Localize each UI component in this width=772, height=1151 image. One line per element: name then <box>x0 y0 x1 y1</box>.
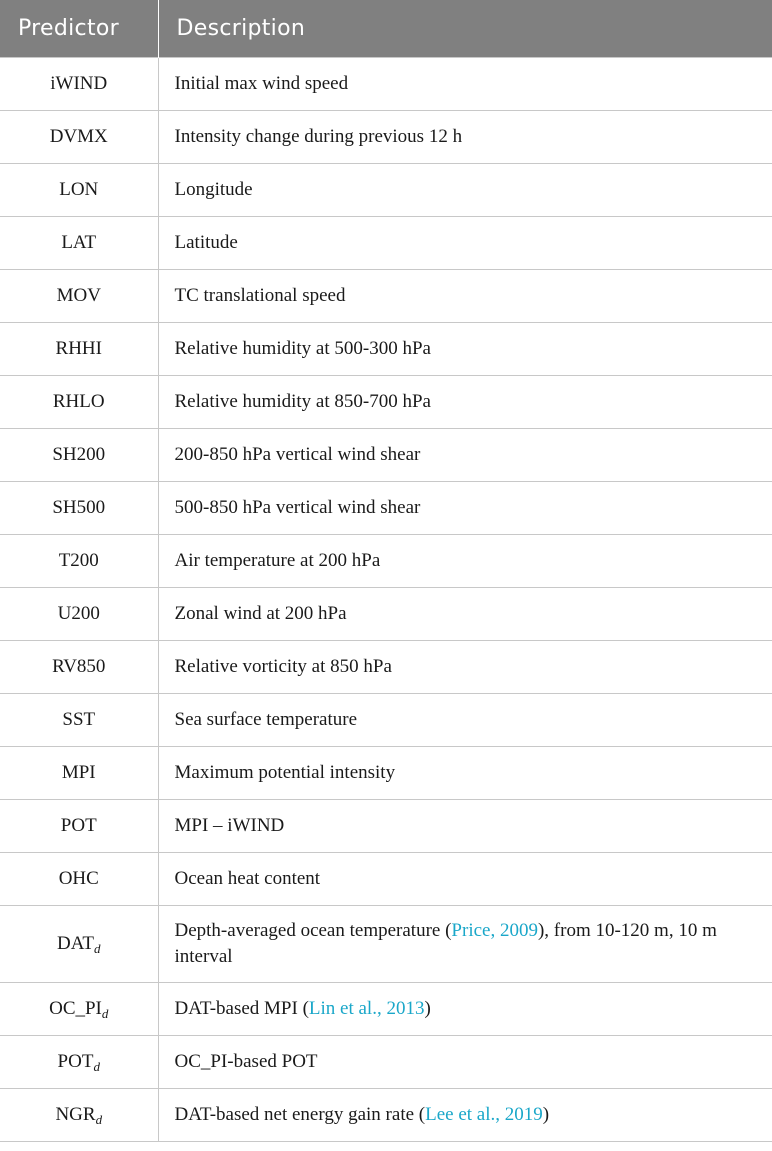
table-row <box>0 641 772 694</box>
table-row <box>0 164 772 217</box>
predictor-subscript: d <box>95 1112 103 1127</box>
description-text: Depth-averaged ocean temperature ( <box>174 920 452 941</box>
table-row <box>0 588 772 641</box>
predictor-cell: RHLO <box>0 376 158 429</box>
description-cell: Sea surface temperature <box>158 694 772 747</box>
description-text: ) <box>424 998 431 1019</box>
description-cell: Latitude <box>158 217 772 270</box>
table-row <box>0 217 772 270</box>
predictor-cell <box>0 983 158 1036</box>
table-row <box>0 747 772 800</box>
description-cell: TC translational speed <box>158 270 772 323</box>
table-row <box>0 1089 772 1142</box>
predictor-name: NGR <box>55 1104 96 1125</box>
predictor-cell: U200 <box>0 588 158 641</box>
table-row <box>0 694 772 747</box>
table-row <box>0 853 772 906</box>
column-header-predictor: Predictor <box>0 0 158 58</box>
description-cell: Zonal wind at 200 hPa <box>158 588 772 641</box>
description-cell: Relative humidity at 500-300 hPa <box>158 323 772 376</box>
table-row <box>0 429 772 482</box>
predictor-cell: RV850 <box>0 641 158 694</box>
predictor-cell: MPI <box>0 747 158 800</box>
predictor-name: OC_PI <box>49 998 102 1019</box>
predictor-cell: OHC <box>0 853 158 906</box>
description-cell <box>158 983 772 1036</box>
description-cell: Air temperature at 200 hPa <box>158 535 772 588</box>
predictor-cell <box>0 1036 158 1089</box>
table-header-row <box>0 0 772 58</box>
predictor-cell: SST <box>0 694 158 747</box>
description-cell: Ocean heat content <box>158 853 772 906</box>
description-cell: MPI – iWIND <box>158 800 772 853</box>
table-row <box>0 1036 772 1089</box>
description-text: DAT-based net energy gain rate ( <box>174 1104 426 1125</box>
description-text: ), from 10-120 m, 10 m interval <box>174 920 717 967</box>
predictor-cell: T200 <box>0 535 158 588</box>
column-header-description: Description <box>158 0 772 58</box>
table-row <box>0 323 772 376</box>
description-cell: 200-850 hPa vertical wind shear <box>158 429 772 482</box>
predictor-name: DAT <box>57 933 94 954</box>
description-cell <box>158 1089 772 1142</box>
predictor-cell: POT <box>0 800 158 853</box>
description-cell: Initial max wind speed <box>158 58 772 111</box>
table-row <box>0 270 772 323</box>
description-cell: Relative vorticity at 850 hPa <box>158 641 772 694</box>
description-cell: Intensity change during previous 12 h <box>158 111 772 164</box>
predictor-subscript: d <box>93 941 101 956</box>
description-cell: Relative humidity at 850-700 hPa <box>158 376 772 429</box>
table-row <box>0 482 772 535</box>
description-cell <box>158 906 772 983</box>
description-cell: Longitude <box>158 164 772 217</box>
predictor-cell <box>0 1089 158 1142</box>
predictor-cell <box>0 906 158 983</box>
predictor-cell: LON <box>0 164 158 217</box>
description-cell: 500-850 hPa vertical wind shear <box>158 482 772 535</box>
predictor-cell: MOV <box>0 270 158 323</box>
table-row <box>0 376 772 429</box>
description-cell: Maximum potential intensity <box>158 747 772 800</box>
table-row <box>0 800 772 853</box>
description-text: ) <box>542 1104 550 1125</box>
table-row <box>0 58 772 111</box>
predictor-subscript: d <box>101 1006 109 1021</box>
citation-link[interactable]: Price, 2009 <box>451 920 538 941</box>
predictor-cell: SH500 <box>0 482 158 535</box>
predictor-cell: LAT <box>0 217 158 270</box>
predictor-cell: iWIND <box>0 58 158 111</box>
citation-link[interactable]: Lee et al., 2019 <box>425 1104 543 1125</box>
table-row <box>0 535 772 588</box>
table-row <box>0 111 772 164</box>
predictor-cell: DVMX <box>0 111 158 164</box>
predictor-name: POT <box>57 1051 94 1072</box>
predictor-subscript: d <box>93 1059 100 1074</box>
description-text: DAT-based MPI ( <box>174 998 309 1019</box>
table-row <box>0 983 772 1036</box>
predictor-cell: SH200 <box>0 429 158 482</box>
citation-link[interactable]: Lin et al., 2013 <box>308 998 425 1019</box>
description-cell: OC_PI-based POT <box>158 1036 772 1089</box>
predictor-cell: RHHI <box>0 323 158 376</box>
table-row <box>0 906 772 983</box>
